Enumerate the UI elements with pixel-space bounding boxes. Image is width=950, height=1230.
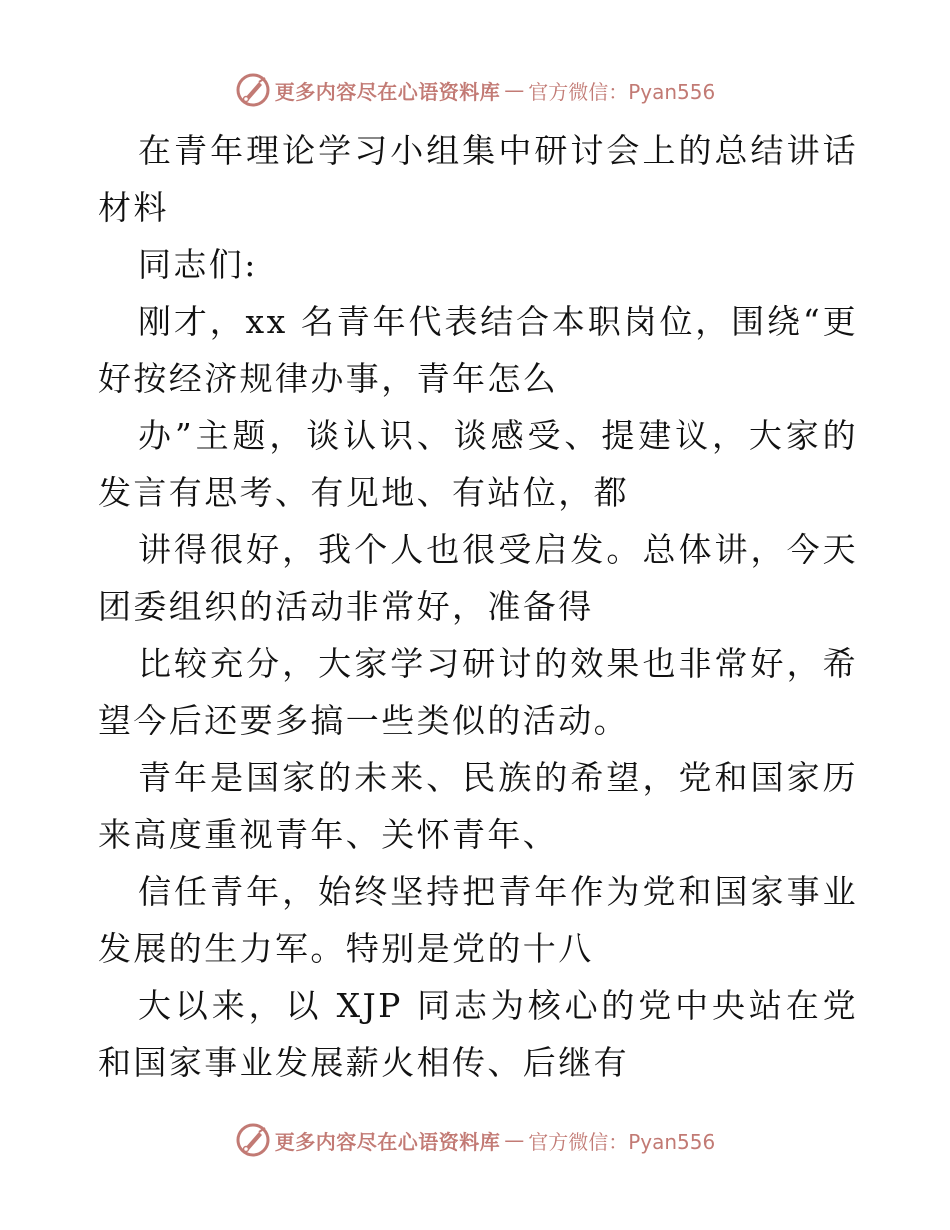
doc-paragraph: 讲得很好，我个人也很受启发。总体讲，今天团委组织的活动非常好，准备得 (98, 530, 858, 626)
doc-paragraph: 青年是国家的未来、民族的希望，党和国家历来高度重视青年、关怀青年、 (98, 758, 858, 854)
doc-title: 在青年理论学习小组集中研讨会上的总结讲话材料 (98, 131, 858, 227)
doc-paragraph: 比较充分，大家学习研讨的效果也非常好，希望今后还要多搞一些类似的活动。 (98, 644, 858, 740)
doc-paragraph: 大以来，以 XJP 同志为核心的党中央站在党和国家事业发展薪火相传、后继有 (98, 986, 858, 1082)
banner-slogan: 更多内容尽在心语资料库 (274, 79, 501, 104)
footer-banner (0, 1120, 950, 1160)
quill-logo-icon (235, 72, 271, 108)
banner-wechat: 官方微信：Pyan556 (528, 1129, 716, 1154)
banner-separator: — (504, 1128, 525, 1152)
doc-paragraph: 同志们: (138, 245, 258, 284)
banner-slogan: 更多内容尽在心语资料库 (274, 1129, 501, 1154)
quill-logo-icon (235, 1122, 271, 1158)
banner-wechat: 官方微信：Pyan556 (528, 79, 716, 104)
doc-paragraph: 办”主题，谈认识、谈感受、提建议，大家的发言有思考、有见地、有站位，都 (98, 416, 858, 512)
banner-separator: — (504, 78, 525, 102)
doc-paragraph: 信任青年，始终坚持把青年作为党和国家事业发展的生力军。特别是党的十八 (98, 872, 858, 968)
header-banner (0, 70, 950, 110)
document-body (98, 122, 858, 1091)
doc-paragraph: 刚才，xx 名青年代表结合本职岗位，围绕“更好按经济规律办事，青年怎么 (98, 302, 858, 398)
